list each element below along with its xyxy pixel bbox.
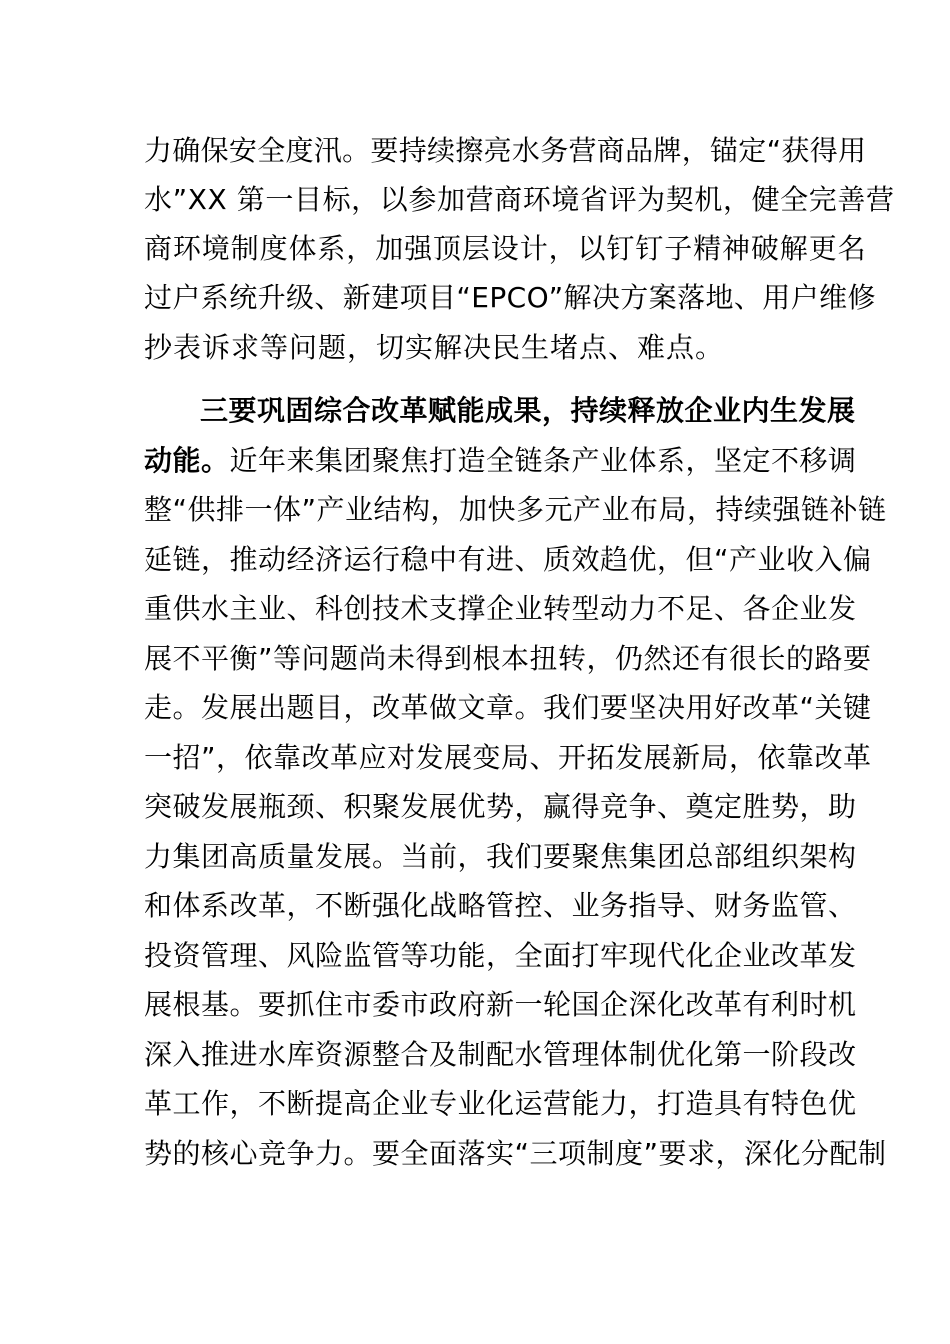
text-line: 革工作，不断提高企业专业化运营能力，打造具有特色优 xyxy=(144,1087,857,1120)
text-line: 展根基。要抓住市委市政府新一轮国企深化改革有利时机 xyxy=(144,988,857,1021)
text-line: 投资管理、风险监管等功能，全面打牢现代化企业改革发 xyxy=(144,939,857,972)
text-line: 走。发展出题目，改革做文章。我们要坚决用好改革“关键 xyxy=(144,691,872,724)
text-line: 过户系统升级、新建项目“EPCO”解决方案落地、用户维修 xyxy=(144,281,876,314)
text-line: 突破发展瓶颈、积聚发展优势，赢得竞争、奠定胜势，助 xyxy=(144,790,857,823)
text-line: 整“供排一体”产业结构，加快多元产业布局，持续强链补链 xyxy=(144,493,887,526)
text-line: 水”XX 第一目标，以参加营商环境省评为契机，健全完善营 xyxy=(144,183,895,216)
text-line xyxy=(144,436,857,486)
text-line: 力集团高质量发展。当前，我们要聚焦集团总部组织架构 xyxy=(144,840,857,873)
text-line: 力确保安全度汛。要持续擦亮水务营商品牌，锚定“获得用 xyxy=(144,134,867,167)
text-line: 和体系改革，不断强化战略管控、业务指导、财务监管、 xyxy=(144,889,857,922)
section-heading-end: 动能。 xyxy=(144,444,230,477)
text-line-rest: 近年来集团聚焦打造全链条产业体系，坚定不移调 xyxy=(229,444,857,477)
section-heading: 三要巩固综合改革赋能成果，持续释放企业内生发展 xyxy=(200,394,856,427)
text-line: 势的核心竞争力。要全面落实“三项制度”要求，深化分配制 xyxy=(144,1137,887,1170)
text-line: 延链，推动经济运行稳中有进、质效趋优，但“产业收入偏 xyxy=(144,543,872,576)
text-line: 抄表诉求等问题，切实解决民生堵点、难点。 xyxy=(144,331,725,364)
text-line: 一招”，依靠改革应对发展变局、开拓发展新局，依靠改革 xyxy=(144,741,872,774)
text-line: 展不平衡”等问题尚未得到根本扭转，仍然还有很长的路要 xyxy=(144,642,872,675)
text-line: 商环境制度体系，加强顶层设计，以钉钉子精神破解更名 xyxy=(144,232,867,265)
text-line: 深入推进水库资源整合及制配水管理体制优化第一阶段改 xyxy=(144,1038,857,1071)
text-line: 重供水主业、科创技术支撑企业转型动力不足、各企业发 xyxy=(144,592,857,625)
